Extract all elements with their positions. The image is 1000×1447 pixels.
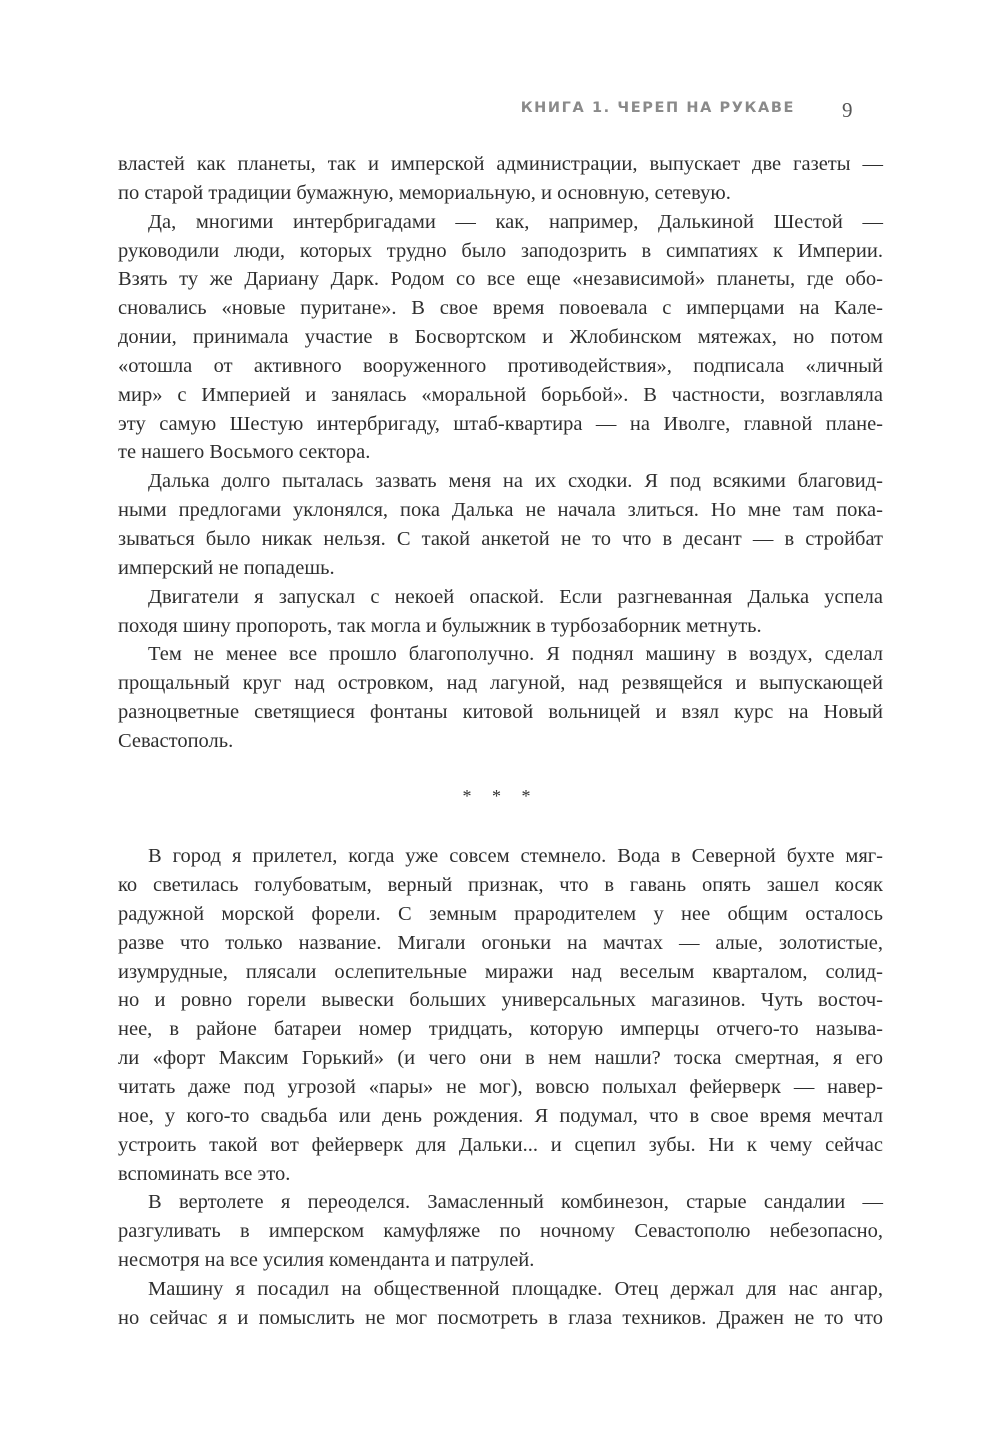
text-line: разве что только название. Мигали огоньки на мачтах — алые, золотистые, bbox=[118, 931, 883, 954]
text-block-1 bbox=[118, 150, 883, 756]
text-line: нее, в районе батареи номер тридцать, которую имперцы отчего-то называ- bbox=[118, 1018, 883, 1041]
text-line: Севастополь. bbox=[118, 729, 234, 752]
section-separator bbox=[118, 756, 883, 843]
text-line: Да, многими интербригадами — как, например, Далькиной Шестой — bbox=[148, 210, 883, 233]
text-line: Тем не менее все прошло благополучно. Я поднял машину в воздух, сделал bbox=[148, 643, 883, 666]
text-line: вспоминать все это. bbox=[118, 1162, 291, 1185]
text-line: ное, у кого-то свадьба или день рождения. Я подумал, что в свое время мечтал bbox=[118, 1104, 883, 1127]
text-line: «отошла от активного вооруженного противодействия», подписала «личный bbox=[118, 354, 883, 377]
text-line: имперский не попадешь. bbox=[118, 556, 335, 579]
body-text bbox=[118, 150, 883, 1333]
text-line: но и ровно горели вывески больших универсальных магазинов. Чуть восточ- bbox=[118, 989, 883, 1012]
text-line: но сейчас я и помыслить не мог посмотреть в глаза техников. Дражен не то что bbox=[118, 1306, 883, 1329]
text-line: изумрудные, плясали ослепительные миражи над веселым кварталом, солид- bbox=[118, 960, 883, 983]
text-line: ко светилась голубоватым, верный признак, что в гавань опять зашел косяк bbox=[118, 874, 883, 897]
text-line: В город я прилетел, когда уже совсем стемнело. Вода в Северной бухте мяг- bbox=[148, 845, 883, 868]
text-line: Двигатели я запускал с некоей опаской. Если разгневанная Далька успела bbox=[148, 585, 883, 608]
separator-asterisks: * * * bbox=[462, 785, 539, 806]
text-line: эту самую Шестую интербригаду, штаб-квартира — на Иволге, главной плане- bbox=[118, 412, 883, 435]
running-head-title: КНИГА 1. ЧЕРЕП НА РУКАВЕ bbox=[520, 100, 795, 116]
text-line: прощальный круг над островком, над лагуной, над резвящейся и выпускающей bbox=[118, 672, 883, 695]
text-line: несмотря на все усилия коменданта и патрулей. bbox=[118, 1249, 535, 1272]
text-line: мир» с Империей и занялась «моральной борьбой». В частности, возглавляла bbox=[118, 383, 883, 406]
text-line: разгуливать в имперском камуфляже по ночному Севастополю небезопасно, bbox=[118, 1220, 883, 1243]
text-line: ными предлогами уклонялся, пока Далька не начала злиться. Но мне там пока- bbox=[118, 499, 883, 522]
text-line: Взять ту же Дариану Дарк. Родом со все еще «независимой» планеты, где обо- bbox=[118, 268, 883, 291]
text-line: по старой традиции бумажную, мемориальную, и основную, сетевую. bbox=[118, 181, 731, 204]
text-line: сновались «новые пуритане». В свое время повоевала с имперцами на Кале- bbox=[118, 297, 883, 320]
text-line: донии, принимала участие в Босвортском и Жлобинском мятежах, но потом bbox=[118, 326, 883, 349]
text-line: Далька долго пыталась зазвать меня на их сходки. Я под всякими благовид- bbox=[148, 470, 883, 493]
text-line: Машину я посадил на общественной площадке. Отец держал для нас ангар, bbox=[148, 1277, 883, 1300]
text-line: радужной морской форели. С земным прародителем у нее общим осталось bbox=[118, 902, 883, 925]
text-line: разноцветные светящиеся фонтаны китовой вольницей и взял курс на Новый bbox=[118, 701, 883, 724]
text-line: властей как планеты, так и имперской администрации, выпускает две газеты — bbox=[118, 153, 883, 175]
text-line: устроить такой вот фейерверк для Дальки... и сцепил зубы. Ни к чему сейчас bbox=[118, 1133, 883, 1156]
text-line: ли «форт Максим Горький» (и чего они в нем нашли? тоска смертная, я его bbox=[118, 1047, 883, 1070]
page-number: 9 bbox=[842, 98, 853, 122]
text-line: те нашего Восьмого сектора. bbox=[118, 441, 371, 464]
text-line: зываться было никак нельзя. С такой анкетой не то что в десант — в стройбат bbox=[118, 527, 883, 550]
text-line: читать даже под угрозой «пары» не мог), вовсю полыхал фейерверк — навер- bbox=[118, 1075, 883, 1098]
text-block-2 bbox=[118, 842, 883, 1332]
running-head bbox=[0, 98, 1000, 122]
text-line: В вертолете я переоделся. Замасленный комбинезон, старые сандалии — bbox=[148, 1191, 883, 1214]
text-line: руководили люди, которых трудно было заподозрить в симпатиях к Империи. bbox=[118, 239, 883, 262]
text-line: походя шину пропороть, так могла и булыжник в турбозаборник метнуть. bbox=[118, 614, 762, 637]
